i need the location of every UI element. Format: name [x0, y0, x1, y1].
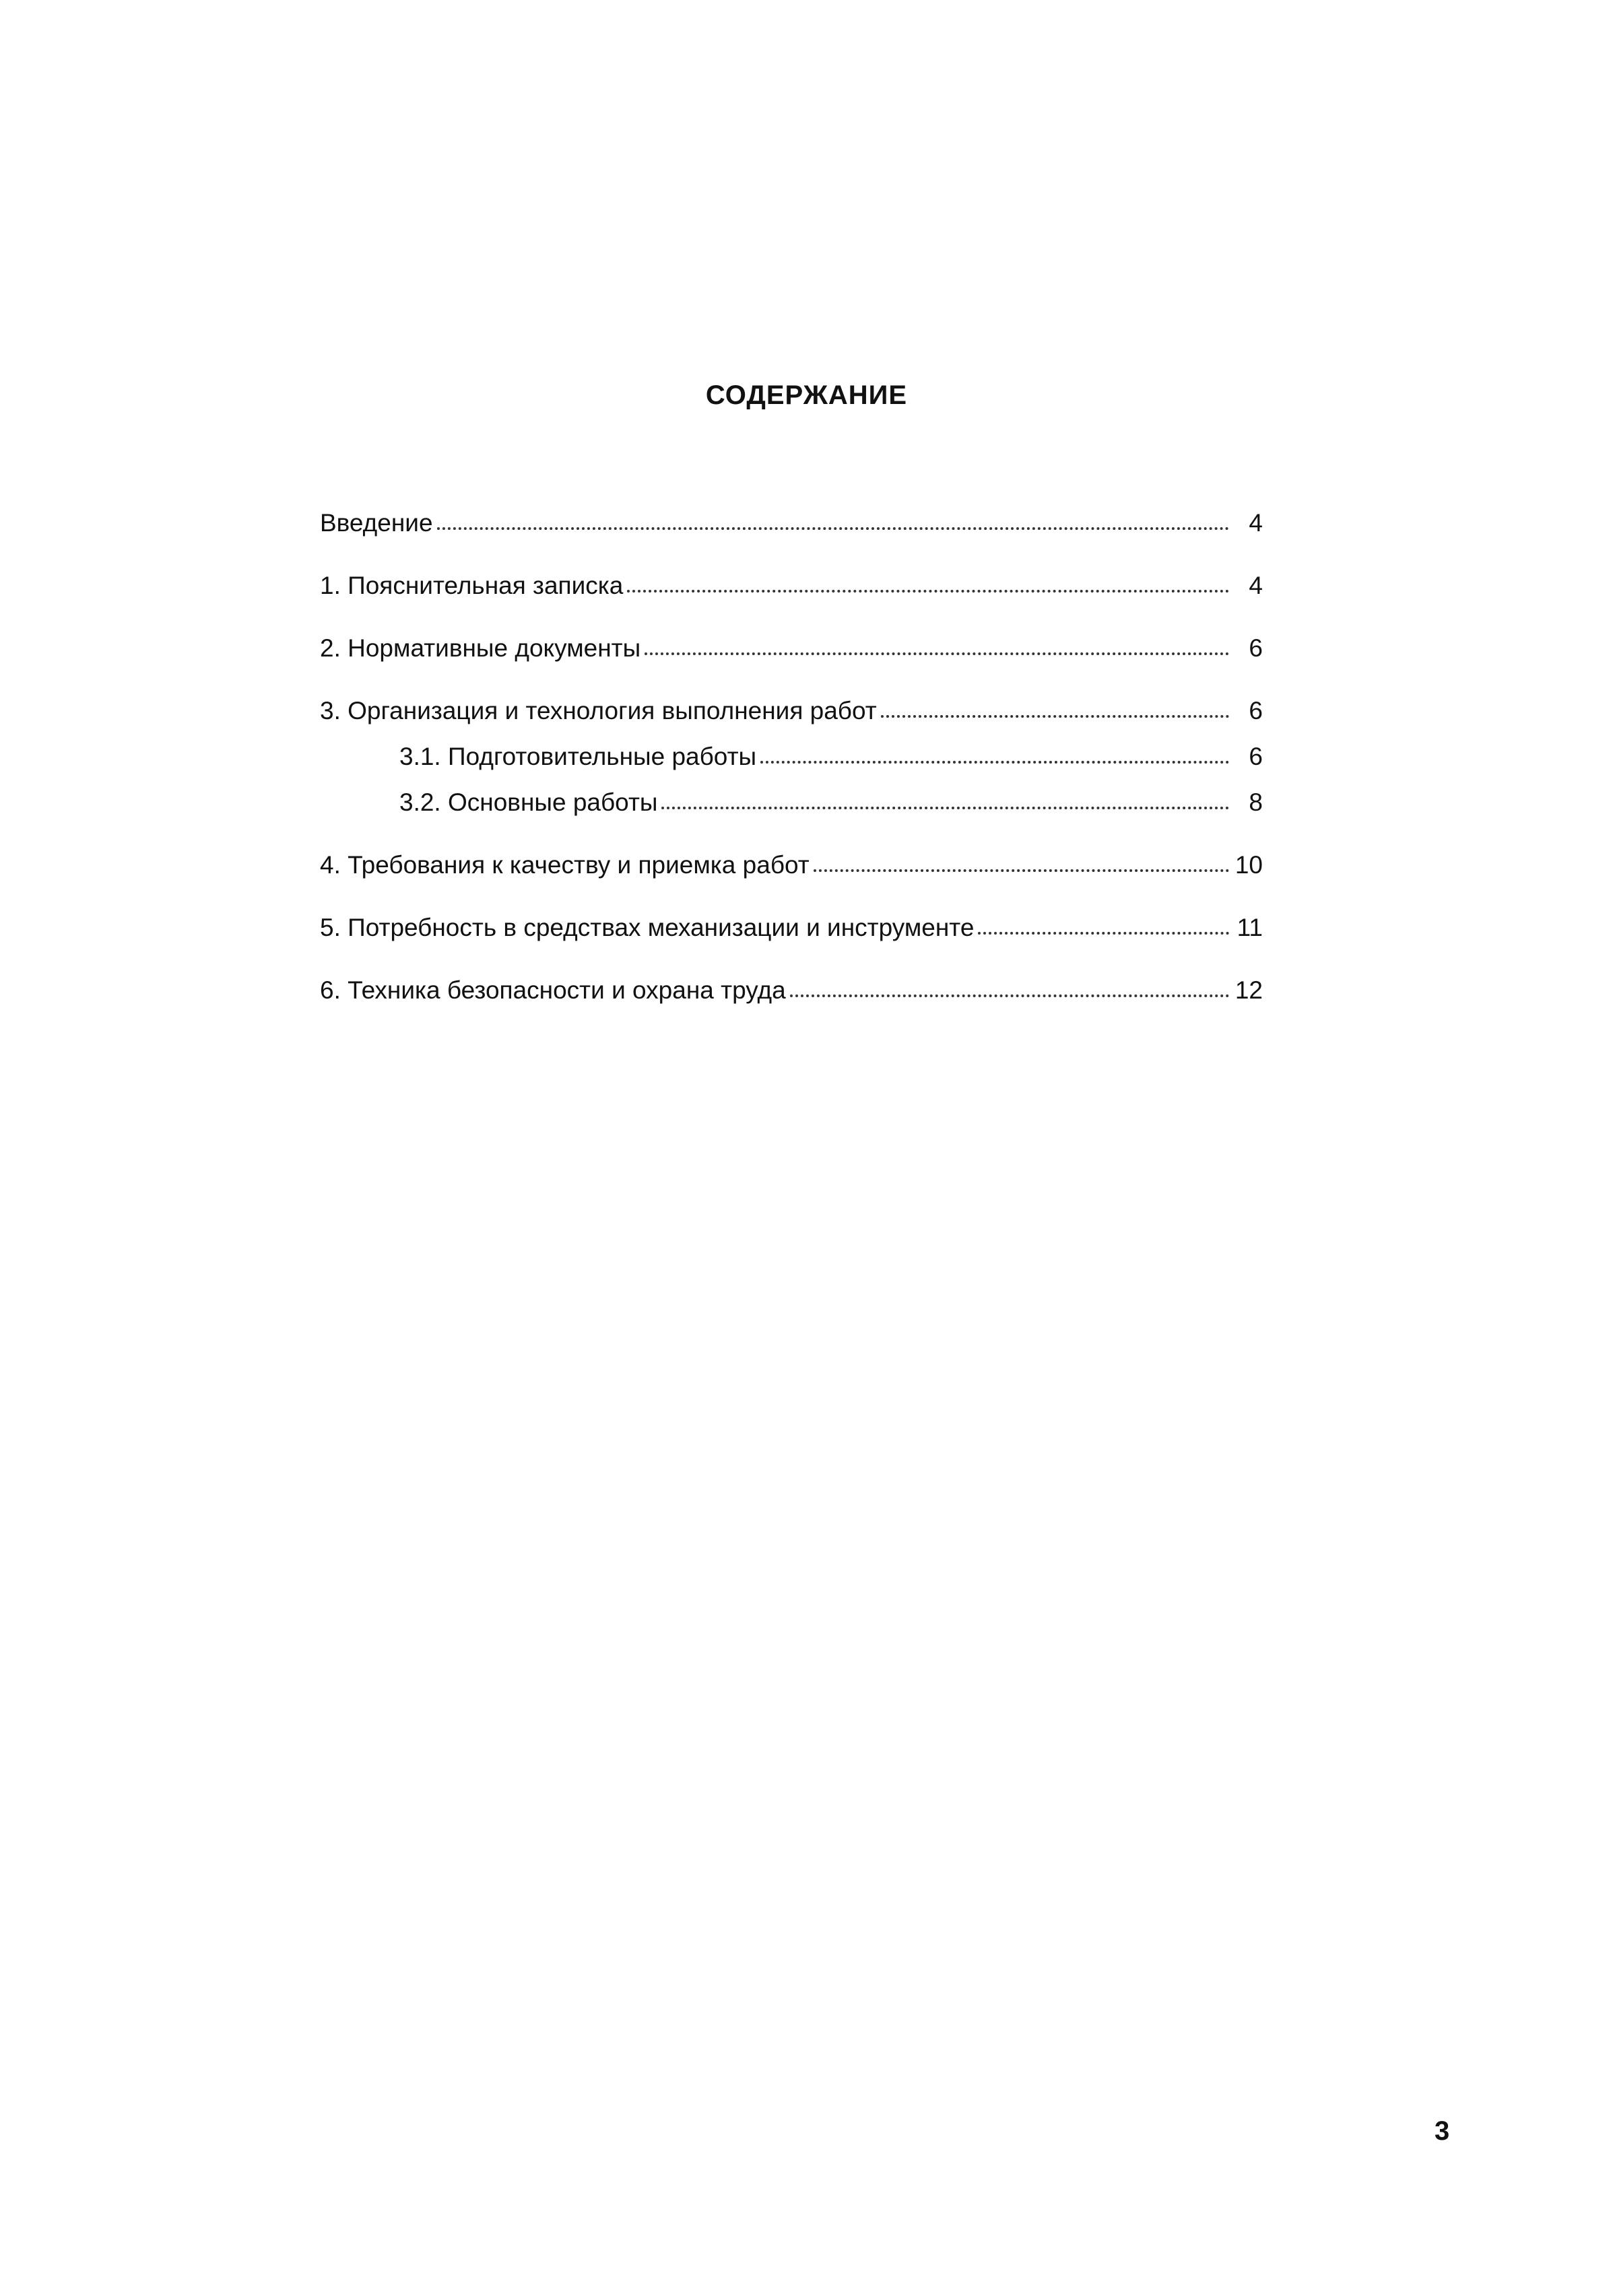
- toc-entry-label: 2. Нормативные документы: [320, 634, 641, 662]
- toc-entry-page: 6: [1249, 743, 1263, 770]
- toc-entry-explanatory-note[interactable]: [320, 569, 1263, 603]
- toc-title-text: СОДЕРЖАНИЕ: [705, 380, 908, 410]
- toc-entry-label: Введение: [320, 509, 433, 537]
- toc-entry-page: 6: [1249, 634, 1263, 662]
- dot-leader: [437, 520, 1229, 530]
- toc-entry-main-works[interactable]: [399, 786, 1263, 819]
- page-number: 3: [1435, 2116, 1450, 2146]
- dot-leader: [814, 863, 1229, 872]
- toc-entry-label: 3.1. Подготовительные работы: [399, 743, 757, 770]
- dot-leader: [645, 646, 1229, 655]
- toc-entry-label: 4. Требования к качеству и приемка работ: [320, 851, 810, 879]
- dot-leader: [881, 708, 1229, 718]
- toc-entry-page: 6: [1249, 697, 1263, 724]
- toc-entry-label: 3. Организация и технология выполнения работ: [320, 697, 877, 724]
- toc-entry-page: 8: [1249, 788, 1263, 816]
- toc-entry-organization[interactable]: [320, 694, 1263, 728]
- toc-entry-page: 11: [1237, 914, 1263, 941]
- toc-entry-label: 1. Пояснительная записка: [320, 572, 624, 599]
- toc-entry-safety[interactable]: [320, 974, 1263, 1007]
- toc-entry-label: 3.2. Основные работы: [399, 788, 658, 816]
- toc-entry-label: 5. Потребность в средствах механизации и инструменте: [320, 914, 975, 941]
- toc-entry-page: 12: [1235, 976, 1263, 1004]
- toc-entry-page: 10: [1235, 851, 1263, 879]
- toc-entry-preparatory-works[interactable]: [399, 740, 1263, 774]
- dot-leader: [978, 925, 1229, 935]
- toc-entry-quality-requirements[interactable]: [320, 848, 1263, 882]
- dot-leader: [661, 800, 1229, 809]
- toc-entry-normative-documents[interactable]: [320, 632, 1263, 665]
- dot-leader: [790, 988, 1229, 997]
- dot-leader: [627, 583, 1229, 593]
- toc-entry-page: 4: [1249, 572, 1263, 599]
- dot-leader: [760, 754, 1229, 764]
- toc-entry-mechanization[interactable]: [320, 911, 1263, 945]
- toc-entry-label: 6. Техника безопасности и охрана труда: [320, 976, 786, 1004]
- toc-entry-page: 4: [1249, 509, 1263, 537]
- toc-entry-introduction[interactable]: [320, 506, 1263, 540]
